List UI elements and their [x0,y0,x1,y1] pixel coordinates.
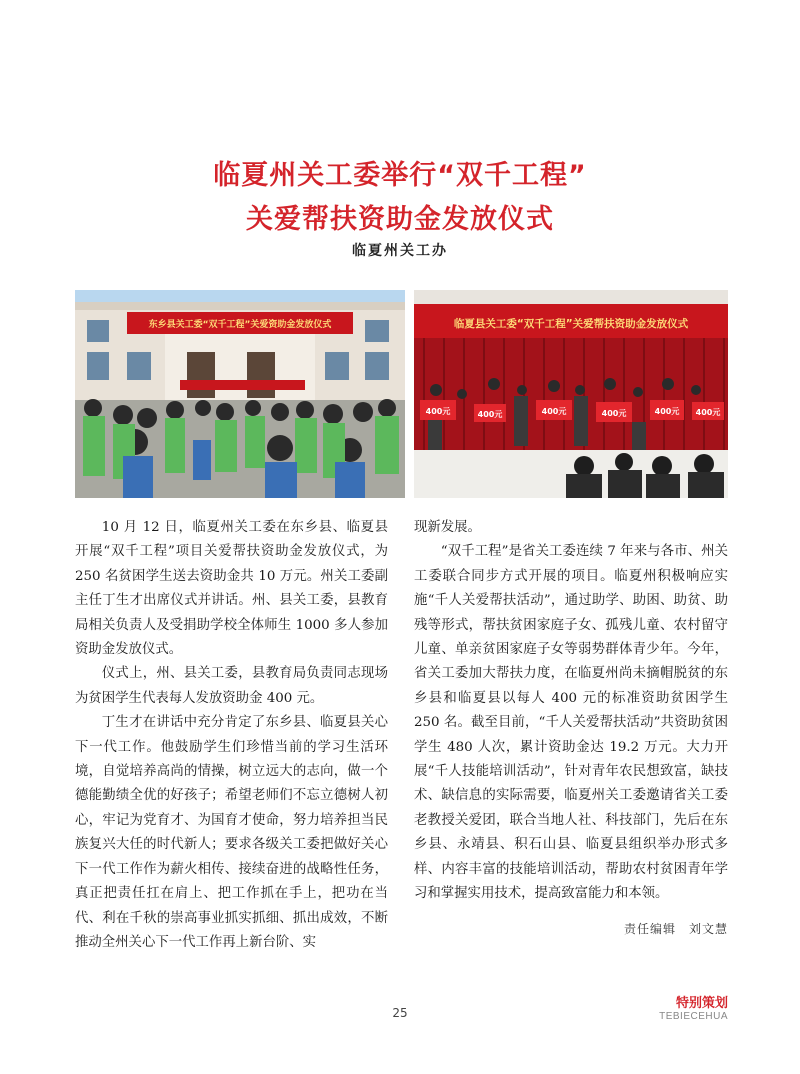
right-banner-text: 临夏县关工委“双千工程”关爱帮扶资助金发放仪式 [453,318,689,330]
page-number: 25 [392,1006,408,1020]
editor-credit: 责任编辑 刘文慧 [623,922,728,936]
paragraph: 仪式上，州、县关工委，县教育局负责同志现场为贫困学生代表每人发放资助金 400 元。 [75,666,388,706]
board-label: 400元 [541,407,567,416]
section-label [659,992,728,1022]
paragraph-continuation: 现新发展。 [414,520,481,535]
board-label: 400元 [601,409,627,418]
photo-ceremony-indoor [414,290,728,498]
article-column-left [75,516,388,955]
section-name-en: TEBIECEHUA [659,1011,728,1022]
board-label: 400元 [425,407,451,416]
left-banner-text: 东乡县关工委“双千工程”关爱资助金发放仪式 [148,320,332,330]
photo-ceremony-outdoor [75,290,405,498]
paragraph: 丁生才在讲话中充分肯定了东乡县、临夏县关心下一代工作。他鼓励学生们珍惜当前的学习生活环境，自觉培养高尚的情操，树立远大的志向，做一个德能勤绩全优的好孩子；希望老师们不忘立德树人初心，牢记为党育才、为国育才使命，努力培养担当民族复兴大任的时代新人；要求各级关工委把做好关心下一代工作作为薪火相传、接续奋进的战略性任务，真正把责任扛在肩上、把工作抓在手上，把功在当代、利在千秋的崇高事业抓实抓细、抓出成效，不断推动全州关心下一代工作再上新台阶、实 [75,715,388,950]
article-author: 临夏州关工办 [352,243,448,259]
board-label: 400元 [654,407,680,416]
article-title-line1: 临夏州关工委举行“双千工程” [213,160,587,191]
article-column-right [414,516,728,907]
section-name-cn: 特别策划 [675,996,728,1011]
paragraph: “双千工程”是省关工委连续 7 年来与各市、州关工委联合同步方式开展的项目。临夏州积极响应实施“千人关爱帮扶活动”，通过助学、助困、助贫、助残等形式，帮扶贫困家庭子女、孤残儿童、农村留守儿童、单亲贫困家庭子女等弱势群体青少年。今年，省关工委加大帮扶力度，在临夏州尚未摘帽脱贫的东乡县和临夏县以每人 400 元的标准资助贫困学生 250 名。截至目前，“千人关爱帮扶活动”共资助贫困学生 480 人次，累计资助金达 19.2 万元。大力开展“千人技能培训活动”，针对青年农民想致富，缺技术、缺信息的实际需要，临夏州关工委邀请省关工委老教授关爱团，联合当地人社、科技部门，先后在东乡县、永靖县、积石山县、临夏县组织举办形式多样、内容丰富的技能培训活动，帮助农村贫困青年学习和掌握实用技术，提高致富能力和本领。 [414,544,728,902]
article-title-line2: 关爱帮扶资助金发放仪式 [246,204,554,235]
board-label: 400元 [477,410,503,419]
paragraph: 10 月 12 日，临夏州关工委在东乡县、临夏县开展“双千工程”项目关爱帮扶资助金发放仪式，为 250 名贫困学生送去资助金共 10 万元。州关工委副主任丁生才出席仪式并讲话。州、县关工委，县教育局相关负责人及受捐助学校全体师生 1000 多人参加资助金发放仪式。 [75,520,388,658]
board-label: 400元 [695,408,721,417]
